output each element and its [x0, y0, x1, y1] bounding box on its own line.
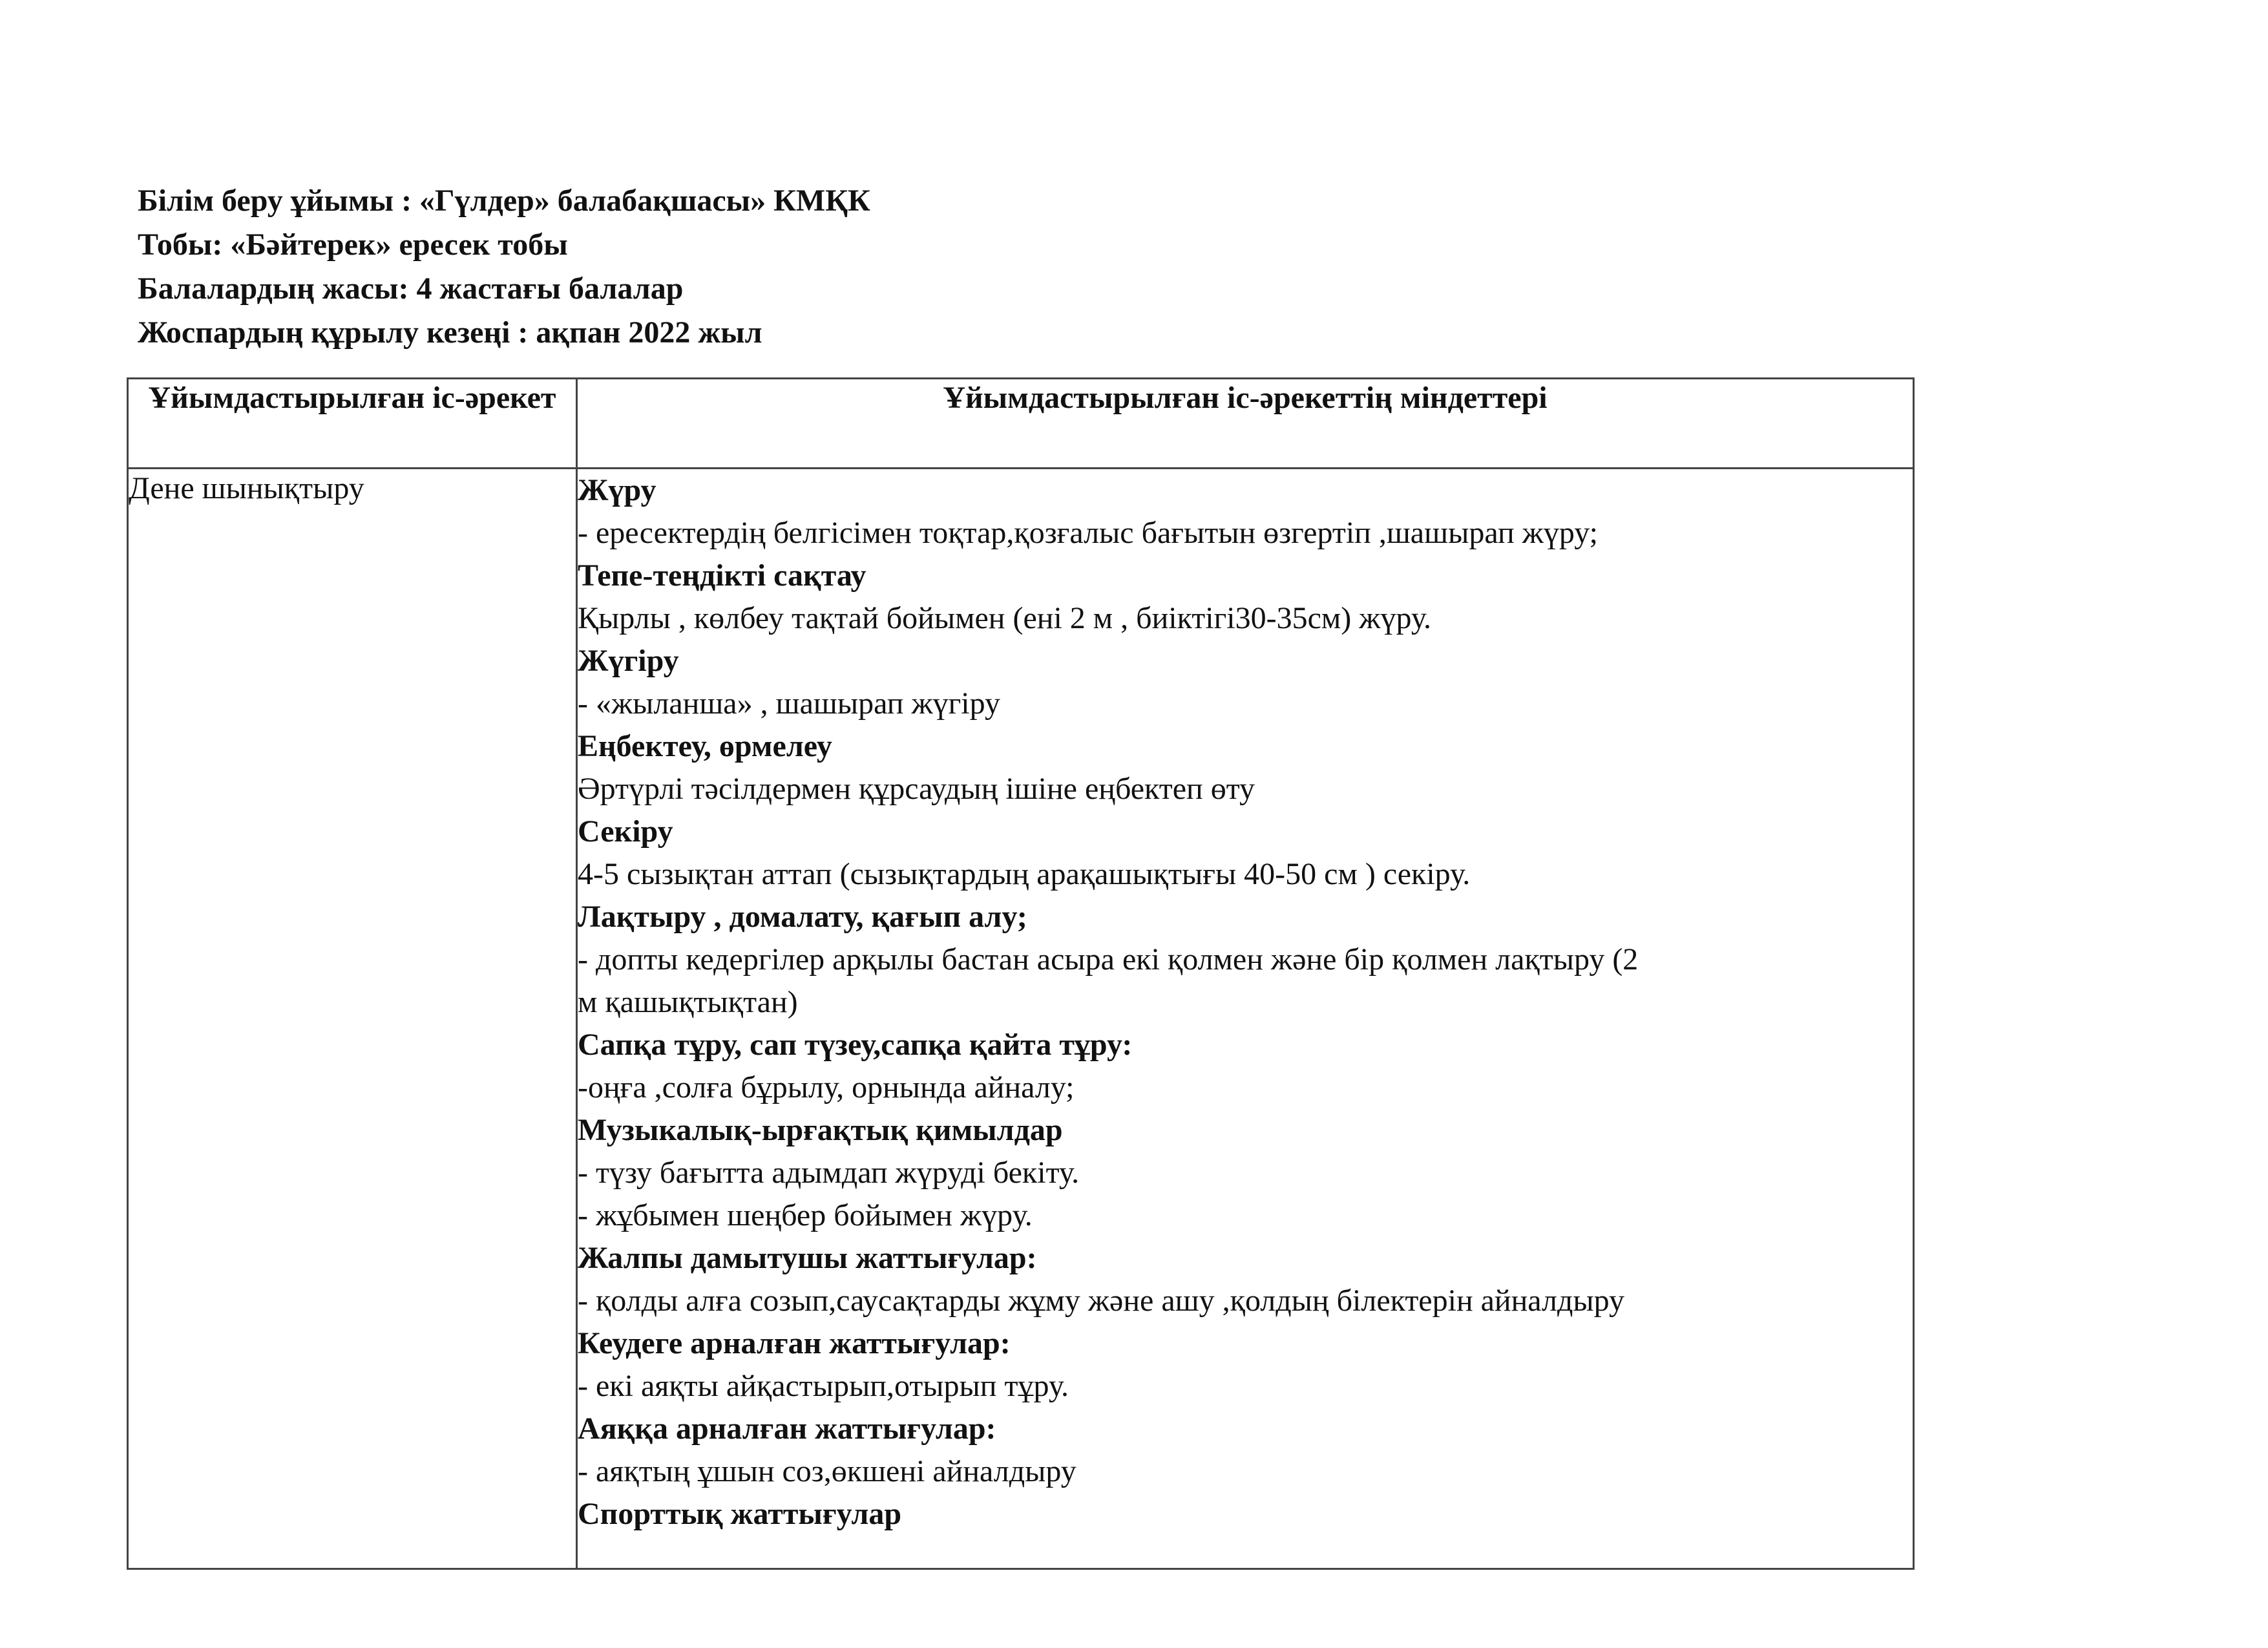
- section-title: Жүгіру: [578, 644, 679, 678]
- section-title: Лақтыру , домалату, қағып алу;: [578, 900, 1027, 934]
- section-line: Әртүрлі тәсілдермен құрсаудың ішіне еңбектеп өту: [578, 772, 1255, 806]
- section-line: - ересектердің белгісімен тоқтар,қозғалыс бағытын өзгертіп ,шашырап жүру;: [578, 516, 1598, 550]
- section-line: - жұбымен шеңбер бойымен жүру.: [578, 1198, 1033, 1232]
- section-title: Сапқа тұру, сап түзеу,сапқа қайта тұру:: [578, 1028, 1133, 1062]
- section-line: Қырлы , көлбеу тақтай бойымен (ені 2 м , биіктігі30-35см) жүру.: [578, 601, 1432, 635]
- section-title: Спорттық жаттығулар: [578, 1497, 902, 1531]
- section-line: - түзу бағытта адымдап жүруді бекіту.: [578, 1156, 1080, 1190]
- document-header: [138, 182, 870, 358]
- section-title: Жүру: [578, 473, 656, 507]
- section-line: - «жыланша» , шашырап жүгіру: [578, 686, 1000, 721]
- section-title: Аяққа арналған жаттығулар:: [578, 1411, 996, 1446]
- period-line: Жоспардың құрылу кезеңі : ақпан 2022 жыл: [138, 315, 762, 350]
- section-title: Тепе-теңдікті сақтау: [578, 558, 866, 593]
- col-header-activity: Ұйымдастырылған іс-әрекет: [128, 379, 577, 469]
- activity-cell: Дене шынықтыру: [128, 469, 577, 1569]
- section-line: м қашықтықтан): [578, 985, 798, 1019]
- section-line: - допты кедергілер арқылы бастан асыра екі қолмен және бір қолмен лақтыру (2: [578, 942, 1639, 977]
- task-sections: [578, 469, 1913, 1536]
- section-title: Жалпы дамытушы жаттығулар:: [578, 1241, 1037, 1275]
- section-title: Еңбектеу, өрмелеу: [578, 729, 832, 763]
- group-line: Тобы: «Бәйтерек» ересек тобы: [138, 227, 568, 262]
- organization-line: Білім беру ұйымы : «Гүлдер» балабақшасы» КМҚК: [138, 184, 870, 218]
- section-title: Музыкалық-ырғақтық қимылдар: [578, 1113, 1063, 1147]
- section-line: - екі аяқты айқастырып,отырып тұру.: [578, 1369, 1069, 1403]
- section-line: -оңға ,солға бұрылу, орнында айналу;: [578, 1070, 1075, 1104]
- section-line: 4-5 сызықтан аттап (сызықтардың арақашықтығы 40-50 см ) секіру.: [578, 857, 1471, 891]
- table-row: [128, 469, 1914, 1569]
- section-title: Секіру: [578, 814, 673, 849]
- section-title: Кеудеге арналған жаттығулар:: [578, 1326, 1011, 1360]
- section-line: - қолды алға созып,саусақтарды жұму және ашу ,қолдың білектерін айналдыру: [578, 1284, 1625, 1318]
- age-line: Балалардың жасы: 4 жастағы балалар: [138, 271, 684, 306]
- col-header-tasks: Ұйымдастырылған іс-әрекеттің міндеттері: [577, 379, 1914, 469]
- table-header-row: [128, 379, 1914, 469]
- tasks-cell: [577, 469, 1914, 1569]
- plan-table: [127, 377, 1915, 1570]
- section-line: - аяқтың ұшын соз,өкшені айналдыру: [578, 1454, 1076, 1488]
